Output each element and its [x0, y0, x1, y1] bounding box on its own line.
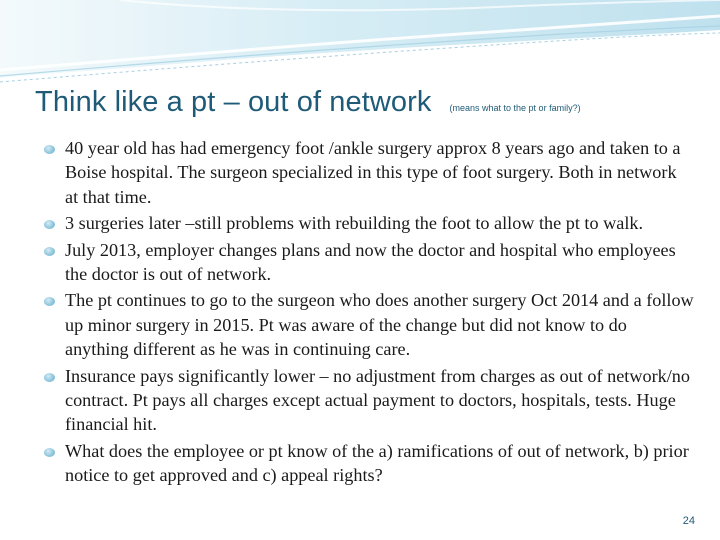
bullet-list — [44, 136, 694, 490]
bullet-text: 40 year old has had emergency foot /ankle surgery approx 8 years ago and taken to a Boise hospital. The surgeon specialized in this type of foot surgery. Both in network at that time. — [65, 138, 681, 207]
bullet-icon — [44, 145, 55, 154]
bullet-item — [44, 288, 694, 361]
bullet-icon — [44, 448, 55, 457]
bullet-text: July 2013, employer changes plans and now the doctor and hospital who employees the doctor is out of network. — [65, 239, 676, 285]
bullet-text: The pt continues to go to the surgeon who does another surgery Oct 2014 and a follow up minor surgery in 2015. Pt was aware of the change but did not know to do anything different as he was in continuing care. — [65, 290, 694, 360]
bullet-item — [44, 136, 694, 209]
bullet-item — [44, 364, 694, 437]
bullet-item — [44, 439, 694, 488]
bullet-text: 3 surgeries later –still problems with rebuilding the foot to allow the pt to walk. — [65, 213, 644, 234]
slide-subtitle: (means what to the pt or family?) — [449, 103, 581, 113]
header-wave-decoration — [0, 0, 720, 95]
bullet-icon — [44, 247, 55, 256]
bullet-icon — [44, 220, 55, 229]
bullet-item — [44, 211, 694, 235]
slide-title: Think like a pt – out of network — [35, 86, 432, 118]
bullet-item — [44, 238, 694, 287]
bullet-icon — [44, 373, 55, 382]
bullet-text: Insurance pays significantly lower – no adjustment from charges as out of network/no contract. Pt pays all charges except actual payment to doctors, hospitals, tests. Huge financial hit. — [65, 365, 690, 435]
page-number: 24 — [682, 515, 695, 527]
title-row — [35, 86, 705, 126]
bullet-icon — [44, 297, 55, 306]
bullet-text: What does the employee or pt know of the a) ramifications of out of network, b) prior notice to get approved and c) appeal rights? — [65, 440, 689, 486]
